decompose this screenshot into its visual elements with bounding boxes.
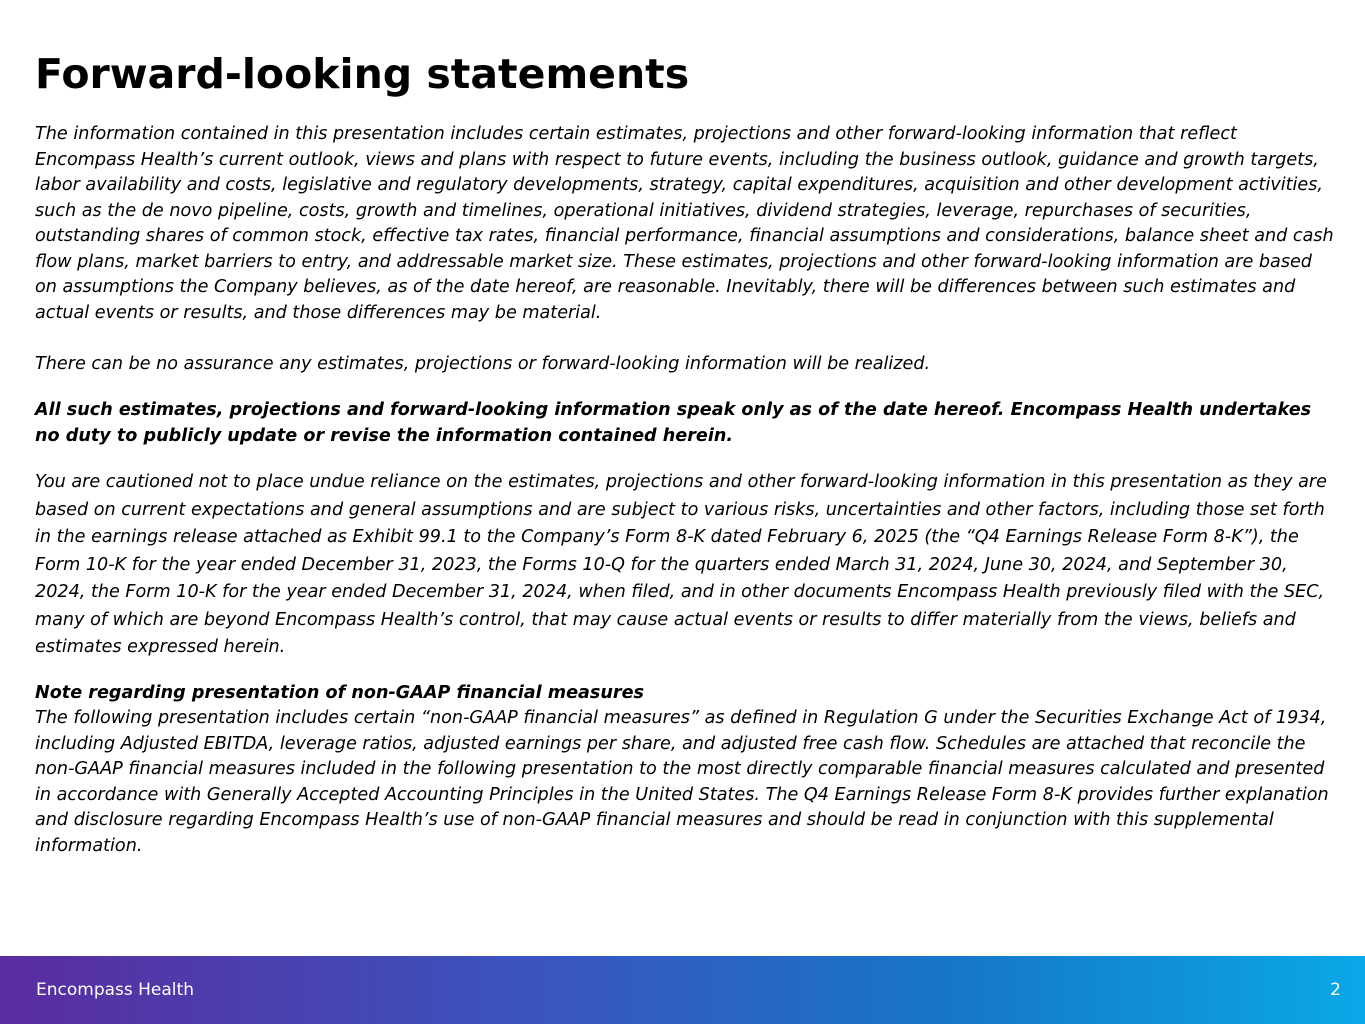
paragraph-no-duty-to-update: All such estimates, projections and forward-looking information speak only as of the date hereof. Encompass Health undertakes no duty to publicly update or revise the information contained herein. [35, 400, 1312, 446]
paragraph-forward-looking-info: The information contained in this presentation includes certain estimates, projections and other forward-looking information that reflect Encompass Health’s current outlook, views and plans with respect to future events, including the business outlook, guidance and growth targets, labor availability and costs, legislative and regulatory developments, strategy, capital expenditures, acquisition and other development activities, such as the de novo pipeline, costs, growth and timelines, operational initiatives, dividend strategies, leverage, repurchases of securities, outstanding shares of common stock, effective tax rates, financial performance, financial assumptions and considerations, balance sheet and cash flow plans, market barriers to entry, and addressable market size. These estimates, projections and other forward-looking information are based on assumptions the Company believes, as of the date hereof, are reasonable. Inevitably, there will be differences between such estimates and actual events or results, and those differences may be material. [35, 124, 1334, 323]
paragraph-caution: You are cautioned not to place undue reliance on the estimates, projections and other forward-looking information in this presentation as they are based on current expectations and general assumptions and are subject to various risks, uncertainties and other factors, including those set forth in the earnings release attached as Exhibit 99.1 to the Company’s Form 8-K dated February 6, 2025 (the “Q4 Earnings Release Form 8-K”), the Form 10-K for the year ended December 31, 2023, the Forms 10-Q for the quarters ended March 31, 2024, June 30, 2024, and September 30, 2024, the Form 10-K for the year ended December 31, 2024, when filed, and in other documents Encompass Health previously filed with the SEC, many of which are beyond Encompass Health’s control, that may cause actual events or results to differ materially from the views, beliefs and estimates expressed herein. [35, 472, 1327, 657]
footer-brand: Encompass Health [36, 980, 194, 1000]
page-title: Forward-looking statements [35, 50, 690, 98]
slide-body [35, 122, 1335, 859]
page-number: 2 [1330, 980, 1341, 1000]
note-heading: Note regarding presentation of non-GAAP financial measures [35, 682, 644, 703]
note-body: The following presentation includes certain “non-GAAP financial measures” as defined in Regulation G under the Securities Exchange Act of 1934, including Adjusted EBITDA, leverage ratios, adjusted earnings per share, and adjusted free cash flow. Schedules are attached that reconcile the non-GAAP financial measures included in the following presentation to the most directly comparable financial measures calculated and presented in accordance with Generally Accepted Accounting Principles in the United States. The Q4 Earnings Release Form 8-K provides further explanation and disclosure regarding Encompass Health’s use of non-GAAP financial measures and should be read in conjunction with this supplemental information. [35, 708, 1329, 856]
paragraph-no-assurance: There can be no assurance any estimates, projections or forward-looking information will be realized. [35, 353, 931, 374]
footer-bar [0, 956, 1365, 1024]
